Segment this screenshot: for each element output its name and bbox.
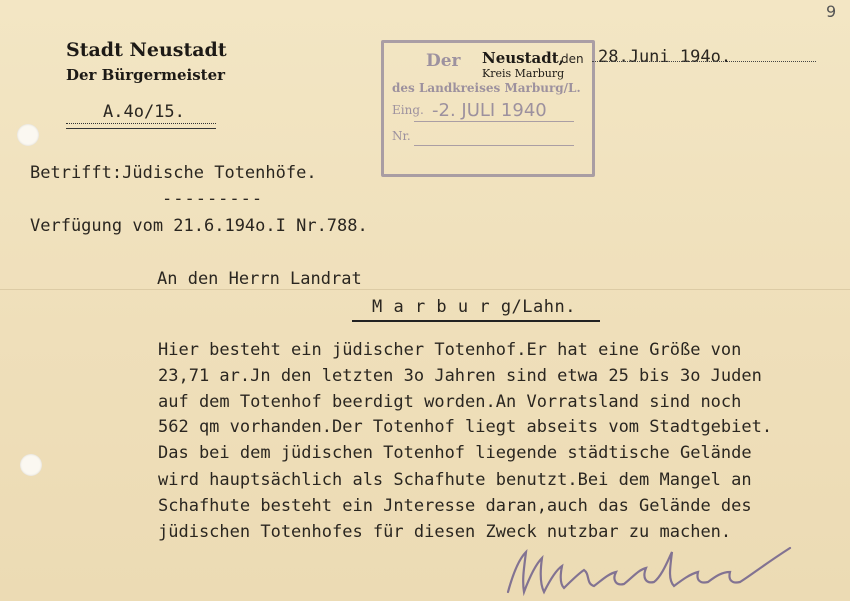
subject-separator: ---------: [162, 189, 264, 209]
body-line: 562 qm vorhanden.Der Totenhof liegt abseits vom Stadtgebiet.: [158, 417, 773, 437]
stamp-title: Der: [426, 51, 461, 71]
directive-reference: Verfügung vom 21.6.194o.I Nr.788.: [30, 216, 368, 236]
letter-date: 28.Juni 194o.: [598, 47, 732, 67]
stamp-received-date: -2. JULI 1940: [432, 100, 547, 121]
punch-hole-bottom: [20, 454, 42, 476]
page-number: 9: [826, 2, 837, 21]
punch-hole-top: [17, 124, 39, 146]
reference-rule-dotted: [66, 123, 216, 124]
stamp-number-label: Nr.: [392, 129, 411, 143]
reference-rule-solid: [66, 128, 216, 129]
letterhead-org-sub: Der Bürgermeister: [66, 66, 226, 84]
addressee-underline: [352, 320, 600, 322]
stamp-authority: des Landkreises Marburg/L.: [392, 81, 581, 95]
body-line: Hier besteht ein jüdischer Totenhof.Er hat eine Größe von: [158, 340, 742, 360]
body-line: Das bei dem jüdischen Totenhof liegende städtische Gelände: [158, 443, 752, 463]
handwritten-signature: [500, 540, 800, 600]
place-city: Neustadt,: [482, 49, 564, 67]
body-line: 23,71 ar.Jn den letzten 3o Jahren sind etwa 25 bis 3o Juden: [158, 366, 762, 386]
addressee-line-1: An den Herrn Landrat: [157, 269, 362, 289]
date-prefix: den: [561, 52, 584, 66]
place-district: Kreis Marburg: [482, 67, 565, 80]
letterhead-org-name: Stadt Neustadt: [66, 39, 227, 61]
body-line: jüdischen Totenhofes für diesen Zweck nutzbar zu machen.: [158, 522, 732, 542]
body-line: wird hauptsächlich als Schafhute benutzt.Bei dem Mangel an: [158, 470, 752, 490]
addressee-line-2: M a r b u r g/Lahn.: [372, 297, 576, 317]
body-line: Schafhute besteht ein Jnteresse daran,auch das Gelände des: [158, 496, 752, 516]
reference-number: A.4o/15.: [103, 102, 185, 122]
paper-fold: [0, 289, 850, 290]
stamp-rule-number: [414, 145, 574, 146]
subject-line: Betrifft:Jüdische Totenhöfe.: [30, 163, 317, 183]
stamp-rule: [414, 121, 574, 122]
date-dotted-line: [592, 61, 816, 62]
body-line: auf dem Totenhof beerdigt worden.An Vorratsland sind noch: [158, 392, 742, 412]
stamp-received-label: Eing.: [392, 103, 424, 117]
